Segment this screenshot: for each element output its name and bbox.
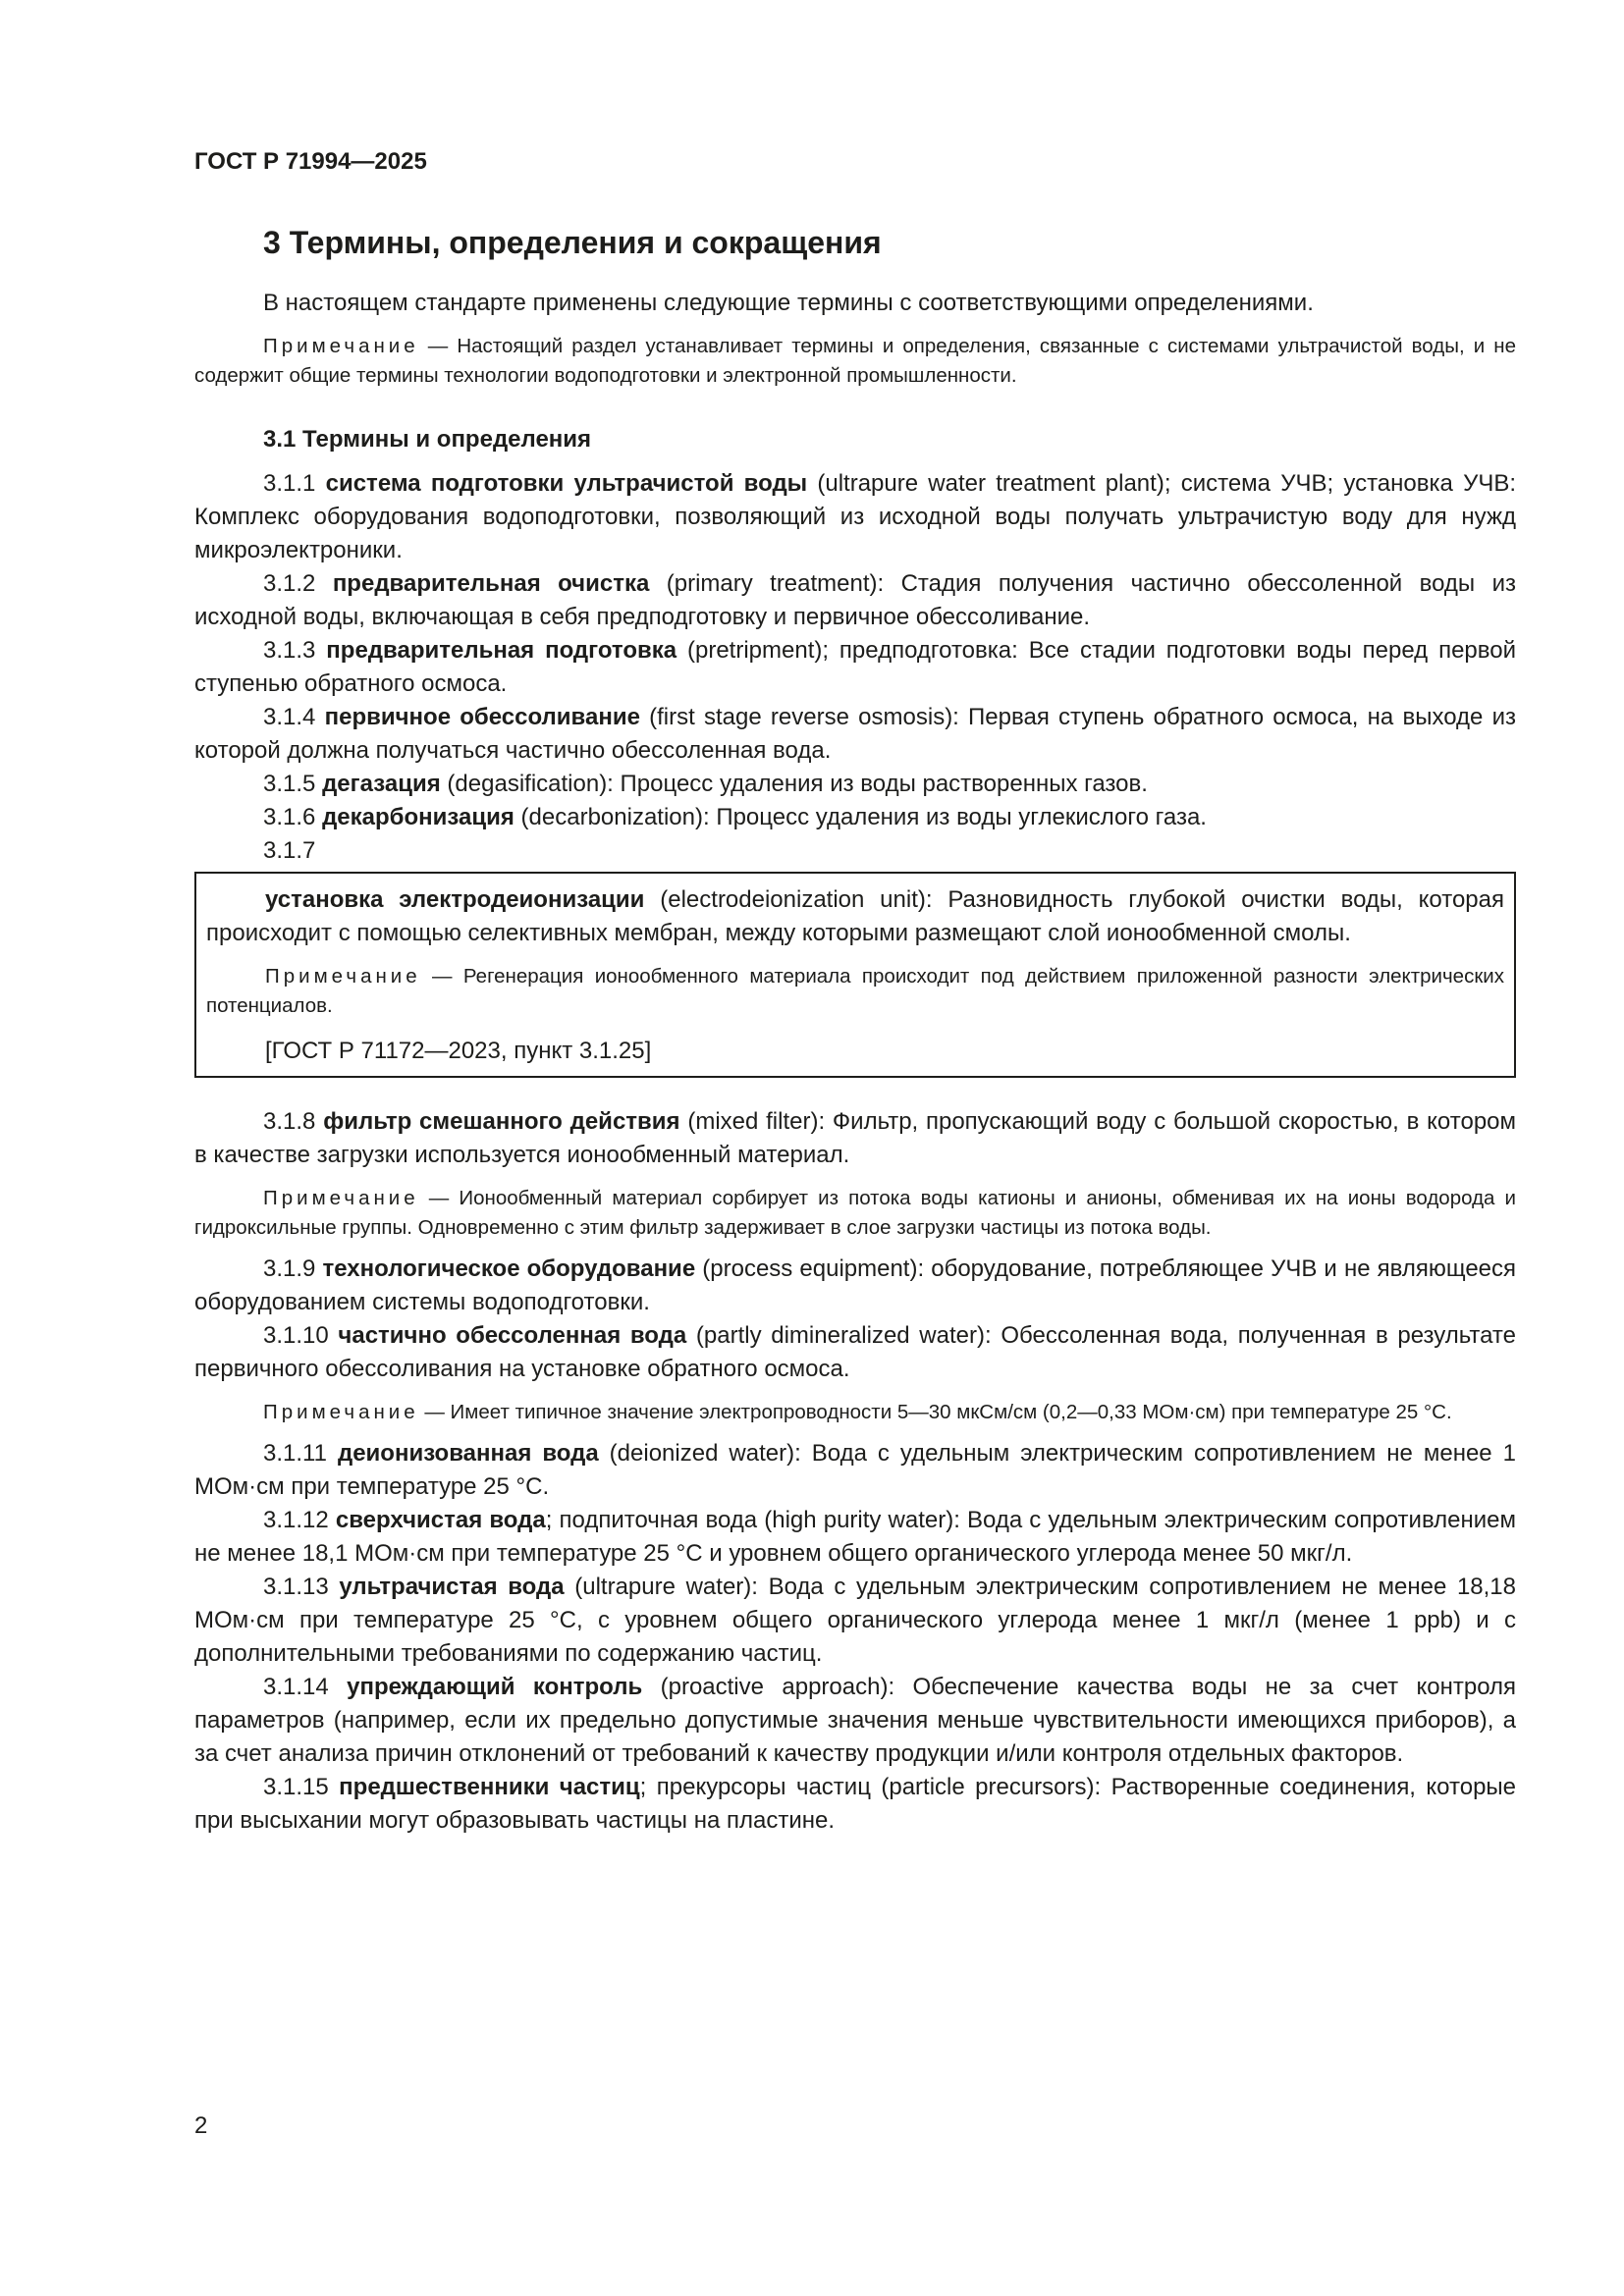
term-number: 3.1.15 — [263, 1774, 329, 1800]
term-definition: (ultrapure water): Вода с удельным электрическим сопротивлением не менее 18,18 МОм·см при температуре 25 °С, с уровнем общего органического углерода менее 1 мкг/л (менее 1 ppb) и с дополнительными требованиями по содержанию частиц. — [194, 1574, 1517, 1667]
term-3-1-1 — [194, 467, 1516, 567]
subsection-title: 3.1 Термины и определения — [263, 426, 592, 453]
term-3-1-13 — [194, 1571, 1516, 1671]
term-number: 3.1.2 — [263, 570, 316, 597]
term-name: предварительная подготовка — [326, 637, 677, 664]
note-text: — Настоящий раздел устанавливает термины и определения, связанные с системами ультрачистой воды, и не содержит общие термины технологии водоподготовки и электронной промышленности. — [194, 335, 1516, 387]
term-definition: (partly dimineralized water): Обессоленная вода, полученная в результате первичного обессоливания на установке обратного осмоса. — [194, 1322, 1516, 1382]
term-3-1-8 — [194, 1105, 1516, 1172]
term-name: дегазация — [322, 771, 441, 797]
term-name: декарбонизация — [322, 804, 514, 830]
term-definition: ; прекурсоры частиц (particle precursors): Растворенные соединения, которые при высыхании могут образовывать частицы на пластине. — [194, 1774, 1517, 1834]
term-definition: (electrodeionization unit): Разновидность глубокой очистки воды, которая происходит с помощью селективных мембран, между которыми размещают слой ионообменной смолы. — [206, 886, 1504, 946]
term-number: 3.1.13 — [263, 1574, 329, 1600]
term-definition: (proactive approach): Обеспечение качества воды не за счет контроля параметров (например, если их предельно допустимые значения меньше чувствительности имеющихся приборов), а за счет анализа причин отклонений от требований к качеству продукции и/или контроля отдельных факторов. — [194, 1674, 1517, 1767]
term-definition: (process equipment): оборудование, потребляющее УЧВ и не являющееся оборудованием системы водоподготовки. — [194, 1255, 1517, 1315]
term-3-1-10 — [194, 1319, 1516, 1386]
boxed-term — [206, 883, 1504, 950]
term-3-1-3 — [194, 634, 1516, 701]
term-name: предшественники частиц — [339, 1774, 640, 1800]
note-label: Примечание — [265, 965, 421, 988]
term-3-1-8-note — [194, 1184, 1516, 1243]
term-name: первичное обессоливание — [324, 704, 640, 730]
term-definition: (ultrapure water treatment plant); система УЧВ; установка УЧВ: Комплекс оборудования водоподготовки, позволяющий из исходной воды получать ультрачистую воду для нужд микроэлектроники. — [194, 470, 1516, 563]
note-text: — Ионообменный материал сорбирует из потока воды катионы и анионы, обменивая их на ионы водорода и гидроксильные группы. Одновременно с этим фильтр задерживает в слое загрузки частицы из потока воды. — [194, 1187, 1516, 1239]
term-name: ультрачистая вода — [339, 1574, 565, 1600]
term-definition: (first stage reverse osmosis): Первая ступень обратного осмоса, на выходе из которой должна получаться частично обессоленная вода. — [194, 704, 1517, 764]
note-label: Примечание — [263, 1401, 419, 1423]
term-definition: (mixed filter): Фильтр, пропускающий воду с большой скоростью, в котором в качестве загрузки используется ионообменный материал. — [194, 1108, 1517, 1168]
term-name: упреждающий контроль — [347, 1674, 643, 1700]
document-header: ГОСТ Р 71994—2025 — [194, 148, 427, 175]
term-definition: (primary treatment): Стадия получения частично обессоленной воды из исходной воды, включающая в себя предподготовку и первичное обессоливание. — [194, 570, 1517, 630]
term-3-1-15 — [194, 1771, 1516, 1838]
term-3-1-14 — [194, 1671, 1516, 1771]
intro-note — [194, 332, 1516, 391]
term-number: 3.1.3 — [263, 637, 316, 664]
term-3-1-4 — [194, 701, 1516, 768]
term-definition: (deionized water): Вода с удельным электрическим сопротивлением не менее 1 МОм·см при температуре 25 °С. — [194, 1440, 1517, 1500]
term-3-1-10-note — [194, 1398, 1516, 1427]
source-reference: [ГОСТ Р 71172—2023, пункт 3.1.25] — [265, 1038, 652, 1064]
term-number: 3.1.9 — [263, 1255, 316, 1282]
term-number: 3.1.4 — [263, 704, 316, 730]
term-number: 3.1.12 — [263, 1507, 329, 1533]
term-3-1-6 — [194, 801, 1516, 834]
term-3-1-2 — [194, 567, 1516, 634]
term-number: 3.1.11 — [263, 1440, 327, 1467]
term-name: фильтр смешанного действия — [323, 1108, 680, 1135]
note-text: — Имеет типичное значение электропроводности 5—30 мкСм/см (0,2—0,33 МОм·см) при температуре 25 °С. — [418, 1401, 1452, 1423]
note-text: — Регенерация ионообменного материала происходит под действием приложенной разности электрических потенциалов. — [206, 965, 1504, 1017]
term-definition: (pretripment); предподготовка: Все стадии подготовки воды перед первой ступенью обратного осмоса. — [194, 637, 1517, 697]
term-3-1-5 — [194, 768, 1516, 801]
term-name: технологическое оборудование — [322, 1255, 696, 1282]
term-number: 3.1.8 — [263, 1108, 316, 1135]
term-3-1-12 — [194, 1504, 1516, 1571]
term-name: деионизованная вода — [337, 1440, 599, 1467]
term-3-1-7 — [194, 834, 1516, 868]
term-number: 3.1.6 — [263, 804, 316, 830]
term-3-1-11 — [194, 1437, 1516, 1504]
term-number: 3.1.5 — [263, 771, 316, 797]
term-3-1-9 — [194, 1253, 1516, 1319]
section-title: 3 Термины, определения и сокращения — [263, 225, 882, 260]
referenced-term-box — [194, 872, 1516, 1078]
page-number: 2 — [194, 2112, 208, 2139]
term-definition: ; подпиточная вода (high purity water): Вода с удельным электрическим сопротивлением не менее 18,1 МОм·см при температуре 25 °С и уровнем общего органического углерода менее 50 мкг/л. — [194, 1507, 1516, 1567]
term-definition: (decarbonization): Процесс удаления из воды углекислого газа. — [514, 804, 1207, 830]
term-number: 3.1.10 — [263, 1322, 329, 1349]
term-name: предварительная очистка — [332, 570, 650, 597]
intro-paragraph: В настоящем стандарте применены следующие термины с соответствующими определениями. — [263, 290, 1314, 316]
term-name: установка электродеионизации — [265, 886, 645, 913]
term-name: частично обессоленная вода — [338, 1322, 687, 1349]
term-name: система подготовки ультрачистой воды — [325, 470, 808, 497]
term-number: 3.1.14 — [263, 1674, 329, 1700]
term-number: 3.1.7 — [263, 837, 316, 864]
note-label: Примечание — [263, 335, 419, 357]
term-name: сверхчистая вода — [335, 1507, 546, 1533]
note-label: Примечание — [263, 1187, 419, 1209]
boxed-term-note — [206, 962, 1504, 1021]
term-definition: (degasification): Процесс удаления из воды растворенных газов. — [440, 771, 1148, 797]
document-body — [194, 287, 1516, 1838]
term-number: 3.1.1 — [263, 470, 316, 497]
